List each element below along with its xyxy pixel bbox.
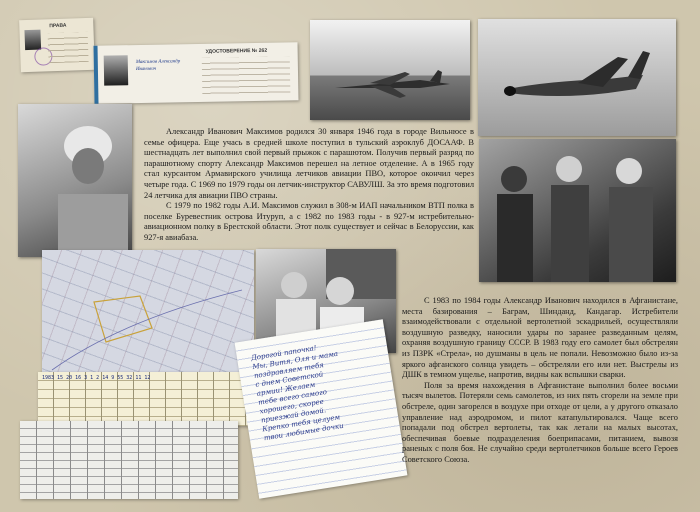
propeller-plane-icon [310, 20, 470, 120]
logbook-row: 1983 15 20 16 3 1 2 14 9 55 32 11 12 [42, 375, 151, 381]
certificate-card [94, 42, 299, 104]
certificate-name: Максимов Александр Иванович [135, 59, 181, 73]
paragraph-1: Александр Иванович Максимов родился 30 января 1946 года в городе Вильнюсе в семье офицера. Еще учась в средней школе поступил в тульский аэроклуб ДОСААФ. В шестнадцать лет выполнил свой первый прыжок с парашютом. Получив первый разряд по парашютному спорту Александр Максимов перешел на летное отделение. А в 1965 году стал курсантом Армавирского училища летчиков авиации ПВО, которое окончил через четыре года. С 1969 по 1979 годы он летчик-инструктор САВУЛШ. За это время подготовил 24 летчика для авиации ПВО страны. [144, 127, 474, 200]
certificate-lines [202, 56, 291, 96]
license-lines [48, 32, 89, 63]
pilot-helmet-icon [18, 104, 132, 257]
certificate-photo [104, 55, 129, 85]
certificate-title: УДОСТОВЕРЕНИЕ № 262 [205, 47, 268, 55]
pilot-license-card [19, 18, 95, 73]
pilots-group-photo [479, 139, 676, 282]
jet-fighter-photo [478, 19, 676, 136]
letter-text: Дорогой папочка! Мы, Витя, Оля и мама поздравляем тебя с днем Советской армии! Желаем тебе всего самого хорошего, скорее приезжай домой. Крепко тебя целуем твои любимые дочки [250, 344, 345, 443]
jet-fighter-icon [478, 19, 676, 136]
biography-text-top [144, 127, 474, 244]
handwritten-letter [235, 319, 408, 499]
paragraph-4: Поля за время нахождения в Афганистане выполнил более восьми тысяч вылетов. Потеряли семь самолетов, из них пять сгорели на земле при обстреле, один загорелся в воздухе при отходе от цели, а у другого отказало управление над аэродромом, и пилот катапультировался. Чаще всего попадали под обстрел вертолеты, так как летали на малых высотах, обеспечивая боевые подразделения боеприпасами, питанием, вывозя раненых с поля боя. Не случайно среди вертолетчиков больше всего Героев Советского Союза. [402, 380, 678, 464]
flight-logbook-table [38, 372, 252, 426]
pilot-portrait-photo [18, 104, 132, 257]
biography-text-bottom [402, 296, 678, 466]
flight-logbook-page [20, 421, 238, 499]
paragraph-2: С 1979 по 1982 годы А.И. Максимов служил в 308-м ИАП начальником ВТП полка в поселке Буревестник острова Итуруп, а с 1982 по 1983 годы - в 927-м истребительно-авиационном полку в Брестской области. Этот полк существует и сейчас в Белоруссии, как 927-я авиабаза. [144, 201, 474, 242]
propeller-plane-photo [310, 20, 470, 120]
paragraph-3: С 1983 по 1984 годы Александр Иванович находился в Афганистане, места базирования – Баграм, Шинданд, Кандагар. Истребители взаимодействовали с отдельной вертолетной эскадрильей, осуществляли воздушную разведку, наносили удары по заранее разведанным целям, охраняя воздушную границу СССР. В 1983 году его самолет был обстрелян из ПЗРК «Стрела», но душманы в цель не попали. Невозможно было из-за яркого афганского солнца увидеть – обстреляли его или нет. Выстрелы из ДШК в темном ущелье, напротив, видны как вспышки сварки. [402, 296, 678, 380]
license-title: ПРАВА [49, 22, 67, 30]
pilots-group-icon [479, 139, 676, 282]
license-photo [24, 30, 41, 51]
